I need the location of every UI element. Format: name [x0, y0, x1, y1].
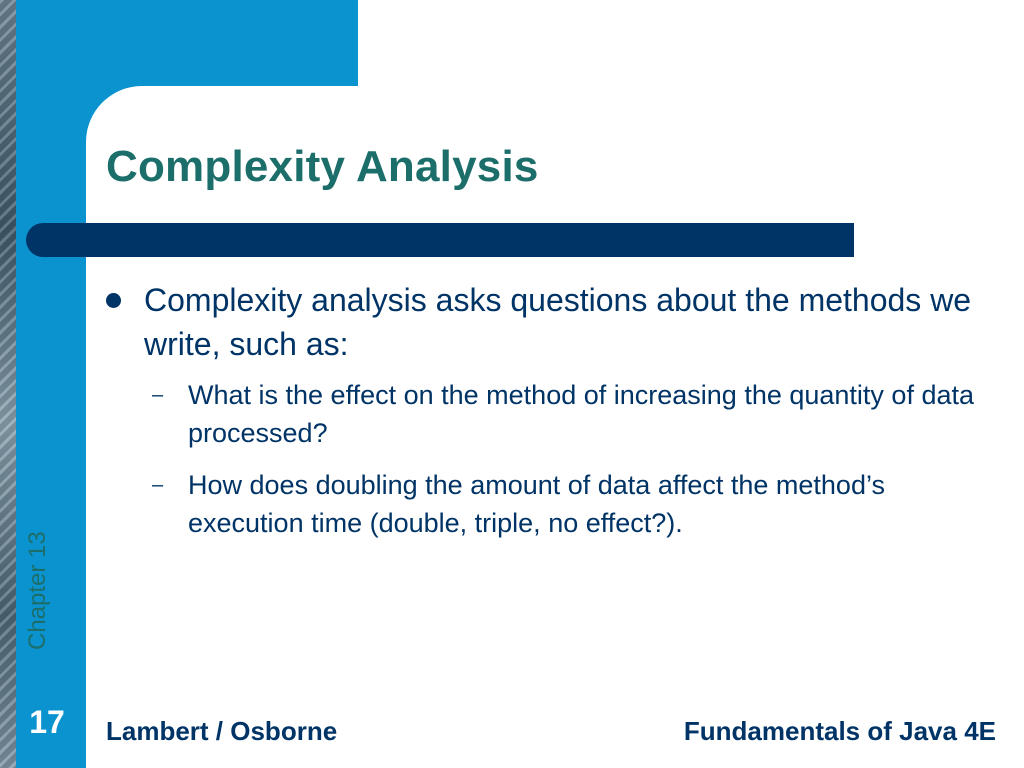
- sub-bullet-text: How does doubling the amount of data affect the method’s execution time (double, triple, no effect?).: [188, 470, 885, 538]
- dash-icon: –: [152, 384, 164, 406]
- bullet-item: [106, 278, 986, 366]
- sub-bullet-item: [152, 376, 982, 452]
- chapter-label: Chapter 13: [24, 531, 51, 650]
- background-top-right: [358, 0, 1024, 86]
- footer-authors: Lambert / Osborne: [106, 716, 338, 746]
- bullet-text: Complexity analysis asks questions about the methods we write, such as:: [144, 282, 972, 362]
- bullet-dot-icon: [106, 293, 121, 308]
- slide-number: 17: [29, 704, 65, 740]
- footer-book-title: Fundamentals of Java 4E: [683, 716, 996, 746]
- slide-title: Complexity Analysis: [106, 142, 539, 191]
- sub-bullet-item: [152, 466, 982, 542]
- sub-bullet-text: What is the effect on the method of increasing the quantity of data processed?: [188, 380, 974, 448]
- decorative-photo-strip: [0, 0, 16, 768]
- title-underline-bar: [26, 223, 854, 257]
- dash-icon: –: [152, 474, 164, 496]
